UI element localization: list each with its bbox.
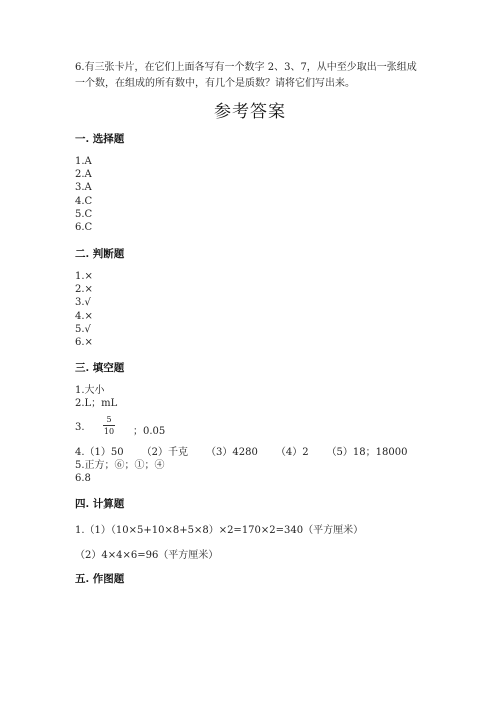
fill-answer-1: 1.大小 — [75, 385, 105, 396]
fill-answer-4-part: （2）千克 — [141, 447, 189, 458]
fill-answer-list-top — [75, 384, 117, 410]
section-heading-drawing: 五. 作图题 — [75, 573, 125, 585]
choice-answer-list — [75, 155, 92, 234]
fill-answer-3-prefix: 3. — [75, 422, 85, 433]
question-6 — [75, 60, 435, 92]
calc-answer-1: 1.（1）（10×5+10×8+5×8）×2=170×2=340（平方厘米） — [75, 525, 364, 536]
choice-answer: 6.C — [75, 221, 93, 233]
judge-answer: 6.× — [75, 336, 93, 348]
choice-answer: 1.A — [75, 156, 92, 167]
fill-answer-3 — [75, 414, 275, 440]
fraction — [102, 414, 116, 437]
choice-answer: 3.A — [75, 182, 92, 194]
fill-answer-5: 5.正方；⑥；①；④ — [75, 460, 165, 472]
fraction-denominator: 10 — [103, 427, 115, 436]
judge-answer: 1.× — [75, 271, 93, 282]
judge-answer: 3.√ — [75, 297, 91, 309]
fill-answer-4-part: （5）18；18000 — [326, 447, 408, 458]
fraction-numerator: 5 — [106, 415, 112, 424]
choice-answer: 4.C — [75, 195, 93, 207]
fill-answer-4-part: （4）2 — [275, 447, 309, 458]
section-heading-calc: 四. 计算题 — [75, 498, 125, 510]
judge-answer: 4.× — [75, 310, 93, 322]
answer-title: 参考答案 — [214, 102, 286, 122]
section-heading-choice: 一. 选择题 — [75, 133, 125, 145]
choice-answer: 5.C — [75, 208, 93, 220]
fill-answer-6: 6.8 — [75, 473, 91, 485]
fill-answer-4-part: （3）4280 — [206, 447, 258, 458]
fill-answer-3-suffix: ；0.05 — [133, 426, 166, 437]
question-6-line-2: 一个数，在组成的所有数中，有几个是质数？请将它们写出来。 — [75, 78, 355, 89]
question-6-line-1: 6.有三张卡片，在它们上面各写有一个数字 2、3、7，从中至少取出一张组成 — [75, 62, 417, 73]
fill-answer-4 — [75, 446, 407, 459]
fill-answer-4-part: 4.（1）50 — [75, 447, 124, 458]
fill-answer-list-bottom — [75, 446, 407, 486]
fill-answer-2: 2.L；mL — [75, 398, 118, 410]
judge-answer: 5.√ — [75, 323, 91, 335]
judge-answer-list — [75, 270, 93, 349]
section-heading-judge: 二. 判断题 — [75, 248, 125, 260]
judge-answer: 2.× — [75, 284, 93, 296]
calc-answer-2: （2）4×4×6=96（平方厘米） — [75, 550, 219, 561]
section-heading-fill: 三. 填空题 — [75, 362, 125, 374]
choice-answer: 2.A — [75, 169, 92, 181]
